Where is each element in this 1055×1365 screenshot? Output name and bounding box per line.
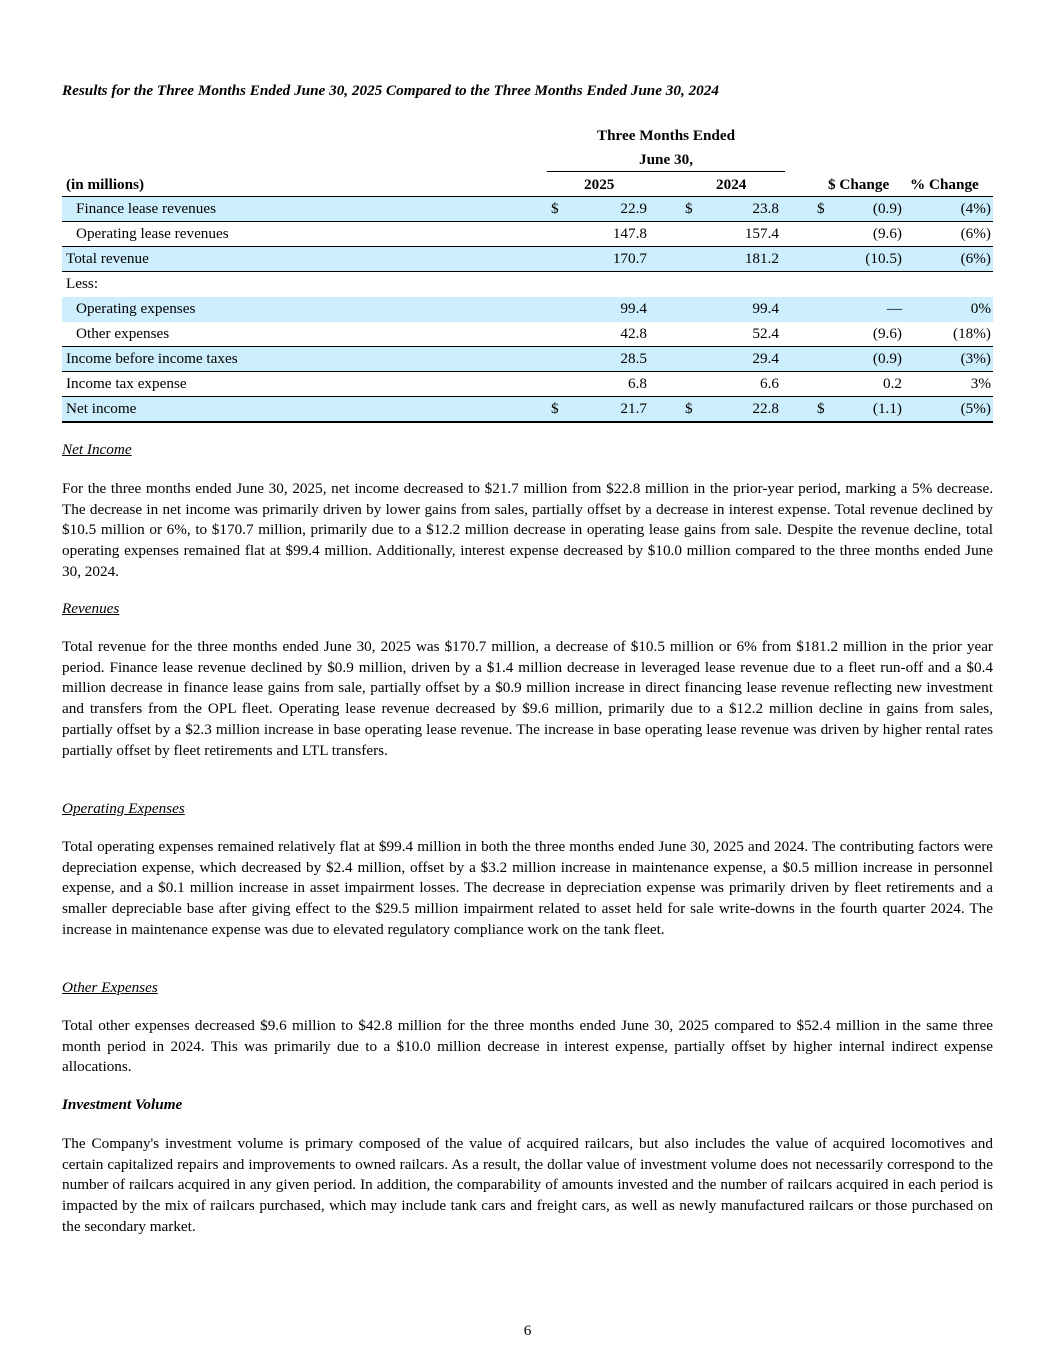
value-percent-change: (6%) [960,225,991,242]
value-2025: 28.5 [620,350,647,367]
table-row-income-tax-expense [62,372,993,397]
value-2025: 170.7 [612,250,647,267]
value-dollar-change: (10.5) [865,250,902,267]
value-2024: 52.4 [752,325,779,342]
value-dollar-change: (0.9) [872,200,902,217]
value-2024: 23.8 [752,200,779,217]
row-label: Finance lease revenues [76,200,216,217]
group-header-june-30: June 30, [638,151,693,168]
value-2025: 6.8 [628,375,647,392]
results-heading: Results for the Three Months Ended June 30, 2025 Compared to the Three Months Ended June 30, 2024 [62,82,719,99]
results-table [62,124,993,423]
table-row-operating-lease-revenues [62,222,993,247]
value-percent-change: (6%) [960,250,991,267]
table-row-net-income [62,397,993,423]
section-title-net-income: Net Income [62,441,132,458]
section-title-revenues: Revenues [62,600,120,617]
row-label: Operating expenses [76,300,196,317]
column-header-2025: 2025 [584,176,615,193]
column-header-dollar-change: $ Change [828,176,890,193]
currency-symbol: $ [817,200,825,217]
value-2024: 157.4 [744,225,779,242]
currency-symbol: $ [685,400,693,417]
row-label: Less: [66,275,99,292]
value-dollar-change: — [886,300,902,317]
value-2025: 21.7 [620,400,647,417]
table-row-operating-expenses [62,297,993,322]
value-dollar-change: (9.6) [872,325,902,342]
row-label: Income tax expense [66,375,187,392]
value-2025: 22.9 [620,200,647,217]
table-row-finance-lease-revenues [62,197,993,222]
value-dollar-change: (9.6) [872,225,902,242]
group-header-row-2 [62,148,993,172]
section-title-operating-expenses: Operating Expenses [62,800,185,817]
value-2025: 42.8 [620,325,647,342]
paragraph-net-income: For the three months ended June 30, 2025, net income decreased to $21.7 million from $22.8 million in the prior-year period, marking a 5% decrease. The decrease in net income was primarily driven by lower gains from sales, partially offset by a decrease in interest expense. Total revenue declined by $10.5 million or 6%, to $170.7 million, primarily due to a $12.2 million decrease in operating lease gains from sale. Despite the revenue decline, total operating expenses remained flat at $99.4 million. Additionally, interest expense decreased by $10.0 million compared to the three months ended June 30, 2024. [62,480,993,580]
value-2024: 29.4 [752,350,779,367]
row-label: Income before income taxes [66,350,238,367]
group-header-row-1 [62,124,993,148]
units-label: (in millions) [66,176,145,193]
paragraph-other-expenses: Total other expenses decreased $9.6 million to $42.8 million for the three months ended June 30, 2025 compared to $52.4 million in the same three month period in 2024. This was primarily due to a $10.0 million decrease in interest expense, partially offset by higher internal indirect expense allocations. [62,1017,993,1076]
currency-symbol: $ [551,400,559,417]
value-2024: 6.6 [760,375,779,392]
section-title-investment-volume: Investment Volume [62,1096,183,1113]
currency-symbol: $ [817,400,825,417]
currency-symbol: $ [551,200,559,217]
document-page [62,0,993,1365]
value-2024: 181.2 [744,250,779,267]
page-number: 6 [523,1322,532,1339]
value-2024: 99.4 [752,300,779,317]
currency-symbol: $ [685,200,693,217]
value-2025: 147.8 [612,225,647,242]
section-title-other-expenses: Other Expenses [62,979,158,996]
column-header-row [62,172,993,197]
value-dollar-change: (1.1) [872,400,902,417]
value-percent-change: (4%) [960,200,991,217]
value-percent-change: (18%) [953,325,991,342]
value-percent-change: 3% [970,375,991,392]
paragraph-investment-volume: The Company's investment volume is primary composed of the value of acquired railcars, but also includes the value of acquired locomotives and certain capitalized repairs and improvements to owned railcars. As a result, the dollar value of investment volume does not necessarily correspond to the number of railcars acquired in any given period. In addition, the comparability of amounts invested and the number of railcars acquired in each period is impacted by the mix of railcars purchased, which may include tank cars and freight cars, as well as newly manufactured railcars or those purchased on the secondary market. [62,1135,993,1235]
row-label: Other expenses [76,325,170,342]
column-header-percent-change: % Change [910,176,979,193]
value-2025: 99.4 [620,300,647,317]
row-label: Total revenue [66,250,149,267]
value-dollar-change: (0.9) [872,350,902,367]
paragraph-operating-expenses: Total operating expenses remained relatively flat at $99.4 million in both the three months ended June 30, 2025 and 2024. The contributing factors were depreciation expense, which decreased by $2.4 million, offset by a $3.2 million increase in maintenance expense, a $0.5 million increase in personnel expense, and a $0.1 million increase in asset impairment losses. The decrease in depreciation expense was primarily driven by fleet retirements and a smaller depreciable base after giving effect to the $29.5 million impairment related to asset held for sale write-downs in the fourth quarter 2024. The increase in maintenance expense was due to elevated regulatory compliance work on the tank fleet. [62,838,993,938]
row-label: Operating lease revenues [76,225,229,242]
value-percent-change: (3%) [960,350,991,367]
table-row-total-revenue [62,247,993,272]
value-percent-change: (5%) [960,400,991,417]
value-percent-change: 0% [970,300,991,317]
table-row-less [62,272,993,297]
table-row-income-before-taxes [62,347,993,372]
column-header-2024: 2024 [716,176,747,193]
value-dollar-change: 0.2 [883,375,902,392]
paragraph-revenues: Total revenue for the three months ended June 30, 2025 was $170.7 million, a decrease of $10.5 million or 6% from $181.2 million in the prior year period. Finance lease revenue declined by $0.9 million, driven by a $1.4 million decrease in leveraged lease revenue due to a fleet run-off and a $0.4 million decrease in finance lease gains from sale, partially offset by a $0.9 million increase in direct financing lease revenue reflecting new investment and transfers from the OPL fleet. Operating lease revenue decreased by $9.6 million, primarily due to a $12.2 million decline in gains from sales, partially offset by a $2.3 million increase in base operating lease revenue. The increase in base operating lease revenue was driven by higher rental rates partially offset by fleet retirements and LTL transfers. [62,638,993,759]
group-header-three-months: Three Months Ended [596,127,736,144]
value-2024: 22.8 [752,400,779,417]
table-row-other-expenses [62,322,993,347]
row-label: Net income [66,400,137,417]
